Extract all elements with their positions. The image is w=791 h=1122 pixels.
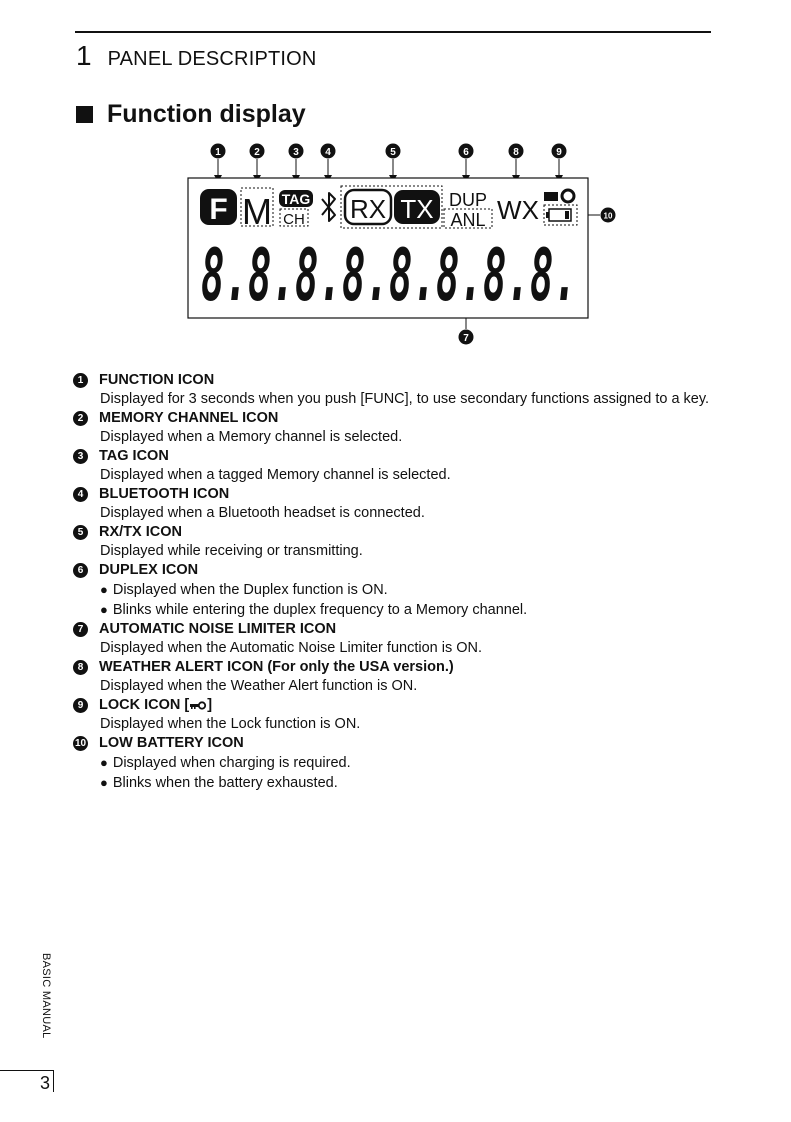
chapter-title: PANEL DESCRIPTION [107,48,317,70]
callout-9 [552,144,567,159]
svg-text:F: F [209,193,228,226]
legend-item-anl [73,620,723,658]
legend-desc: Displayed when a Memory channel is selected. [100,429,403,445]
svg-text:4: 4 [325,147,331,158]
chapter-number: 1 [76,40,92,71]
legend-title: AUTOMATIC NOISE LIMITER ICON [99,621,337,637]
legend-desc: Displayed when the Lock function is ON. [100,716,361,732]
channel-icon: CH [283,211,305,228]
callout-10 [601,208,616,223]
callout-6 [459,144,474,159]
memory-icon: M [242,191,272,232]
svg-text:RX: RX [349,194,387,224]
icon-legend [73,371,723,793]
duplex-icon: DUP [448,190,488,210]
callout-1 [211,144,226,159]
page-number: 3 [40,1073,51,1093]
number-7-icon: 7 [73,622,88,637]
legend-desc: Displayed when the Automatic Noise Limiter function is ON. [100,640,483,656]
svg-text:1: 1 [215,147,221,158]
legend-bullet: ● Displayed when charging is required. [73,753,723,773]
legend-item-weather [73,658,723,696]
number-4-icon: 4 [73,487,88,502]
key-icon [189,701,207,711]
legend-title: WEATHER ALERT ICON (For only the USA version.) [99,659,454,675]
legend-desc: Displayed when the Weather Alert function is ON. [100,678,418,694]
footer-rule [0,1070,53,1071]
weather-alert-icon: WX [497,195,539,225]
footer-vertical-rule [53,1070,54,1092]
legend-item-function [73,371,723,409]
number-8-icon: 8 [73,660,88,675]
legend-item-bluetooth [73,485,723,523]
side-label: BASIC MANUAL [40,953,52,1039]
legend-bullet: ● Displayed when the Duplex function is ON. [73,580,723,600]
svg-text:6: 6 [463,147,469,158]
legend-item-lock [73,696,723,734]
legend-item-rxtx [73,523,723,561]
legend-item-low-battery [73,734,723,793]
legend-title-suffix: ] [207,697,213,713]
number-6-icon: 6 [73,563,88,578]
legend-title: MEMORY CHANNEL ICON [99,410,279,426]
callout-4 [321,144,336,159]
callout-5 [386,144,401,159]
legend-title: LOCK ICON [ [99,697,190,713]
svg-text:5: 5 [390,147,396,158]
legend-bullet: ● Blinks when the battery exhausted. [73,773,723,793]
svg-text:10: 10 [603,211,613,221]
legend-item-tag [73,447,723,485]
number-2-icon: 2 [73,411,88,426]
svg-text:TX: TX [400,194,434,224]
legend-title: FUNCTION ICON [99,372,215,388]
number-5-icon: 5 [73,525,88,540]
legend-bullet: ● Blinks while entering the duplex frequency to a Memory channel. [73,600,723,620]
svg-text:TAG: TAG [281,191,311,207]
segment-digits: 8.8.8.8.8.8.8.8. [201,233,577,317]
legend-title: DUPLEX ICON [99,562,199,578]
section-title: Function display [107,100,306,128]
legend-item-duplex [73,561,723,620]
legend-title: LOW BATTERY ICON [99,735,244,751]
number-9-icon: 9 [73,698,88,713]
anl-icon: ANL [450,210,486,230]
number-1-icon: 1 [73,373,88,388]
legend-desc: Displayed while receiving or transmitting. [100,543,363,559]
svg-text:9: 9 [556,147,562,158]
callout-2 [250,144,265,159]
legend-desc: Displayed for 3 seconds when you push [FUNC], to use secondary functions assigned to a key. [100,391,710,407]
legend-desc: Displayed when a Bluetooth headset is connected. [100,505,425,521]
callout-3 [289,144,304,159]
callout-8 [509,144,524,159]
callout-7 [459,330,474,345]
function-display-diagram [0,0,791,360]
legend-title: RX/TX ICON [99,524,182,540]
legend-item-memory [73,409,723,447]
legend-title: TAG ICON [99,448,169,464]
svg-text:2: 2 [254,147,260,158]
svg-text:8: 8 [513,147,519,158]
number-3-icon: 3 [73,449,88,464]
svg-text:7: 7 [463,333,469,344]
legend-desc: Displayed when a tagged Memory channel is selected. [100,467,451,483]
svg-text:3: 3 [293,147,299,158]
legend-title: BLUETOOTH ICON [99,486,230,502]
number-10-icon: 10 [73,736,88,751]
